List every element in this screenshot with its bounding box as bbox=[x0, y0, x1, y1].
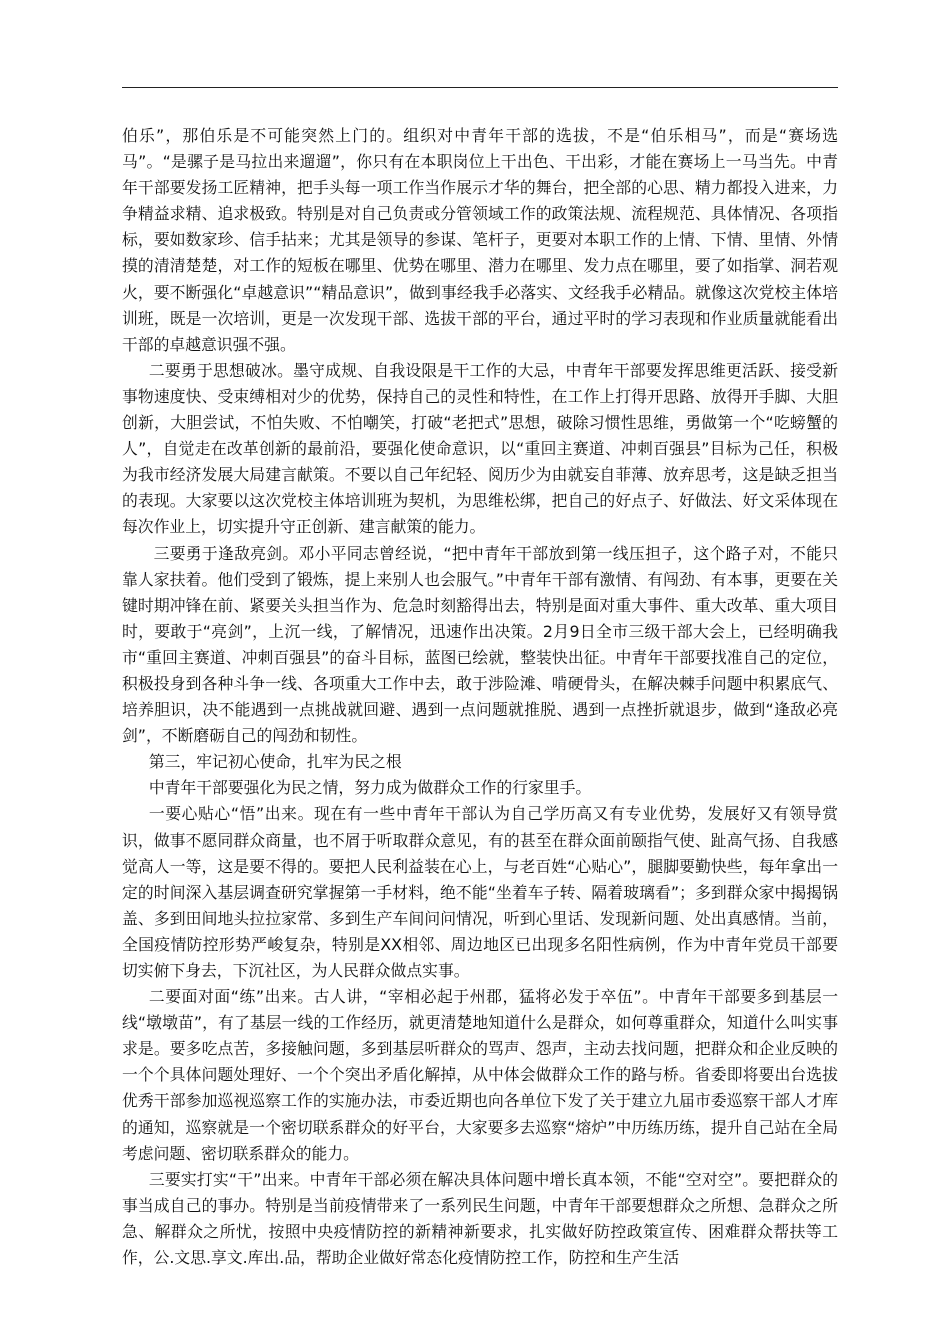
paragraph-face-the-enemy: 三要勇于逢敌亮剑。邓小平同志曾经说，“把中青年干部放到第一线压担子，这个路子对，不能只靠人家扶着。他们受到了锻炼，提上来别人也会服气。”中青年干部有激情、有闯劲、有本事，更要在关键时期冲锋在前、紧要关头担当作为、危急时刻豁得出去，特别是面对重大事件、重大改革、重大项目时，要敢于“亮剑”，上沉一线，了解情况，迅速作出决策。2月9日全市三级干部大会上，已经明确我市“重回主赛道、冲刺百强县”的奋斗目标，蓝图已绘就，整装快出征。中青年干部要找准自己的定位，积极投身到各种斗争一线、各项重大工作中去，敢于涉险滩、啃硬骨头，在解决棘手问题中积累底气、培养胆识，决不能遇到一点挑战就回避、遇到一点问题就推脱、遇到一点挫折就退步，做到“逢敌必亮剑”，不断磨砺自己的闯劲和韧性。 bbox=[122, 543, 838, 746]
paragraph-heart-to-heart: 一要心贴心“悟”出来。现在有一些中青年干部认为自己学历高又有专业优势，发展好又有领导赏识，做事不愿同群众商量，也不屑于听取群众意见，有的甚至在群众面前颐指气使、趾高气扬、自我感觉高人一等，这是要不得的。要把人民利益装在心上，与老百姓“心贴心”，腿脚要勤快些，每年拿出一定的时间深入基层调查研究掌握第一手材料，绝不能“坐着车子转、隔着玻璃看”；多到群众家中揭揭锅盖、多到田间地头拉拉家常、多到生产车间问问情况，听到心里话、发现新问题、处出真感情。当前，全国疫情防控形势严峻复杂，特别是XX相邻、周边地区已出现多名阳性病例，作为中青年党员干部要切实俯下身去，下沉社区，为人民群众做点实事。 bbox=[122, 804, 838, 980]
paragraph-continuation: 伯乐”，那伯乐是不可能突然上门的。组织对中青年干部的选拔，不是“伯乐相马”，而是“赛场选马”。“是骡子是马拉出来遛遛”，你只有在本职岗位上干出色、干出彩，才能在赛场上一马当先。中青年干部要发扬工匠精神，把手头每一项工作当作展示才华的舞台，把全部的心思、精力都投入进来，力争精益求精、追求极致。特别是对自己负责或分管领域工作的政策法规、流程规范、具体情况、各项指标，要如数家珍、信手拈来；尤其是领导的参谋、笔杆子，更要对本职工作的上情、下情、里情、外情摸的清清楚楚，对工作的短板在哪里、优势在哪里、潜力在哪里、发力点在哪里，要了如指掌、洞若观火，要不断强化“卓越意识”“精品意识”，做到事经我手必落实、文经我手必精品。就像这次党校主体培训班，既是一次培训，更是一次发现干部、选拔干部的平台，通过平时的学习表现和作业质量就能看出干部的卓越意识强不强。 bbox=[122, 126, 838, 354]
paragraph-practical-work: 三要实打实“干”出来。中青年干部必须在解决具体问题中增长真本领，不能“空对空”。要把群众的事当成自己的事办。特别是当前疫情带来了一系列民生问题，中青年干部要想群众之所想、急群众之所急、解群众之所忧，按照中央疫情防控的新精神新要求，扎实做好防控政策宣传、困难群众帮扶等工作，公.文思.享文.库出.品，帮助企业做好常态化疫情防控工作，防控和生产生活 bbox=[122, 1169, 838, 1268]
paragraph-thought-breakthrough: 二要勇于思想破冰。墨守成规、自我设限是干工作的大忌，中青年干部要发挥思维更活跃、接受新事物速度快、受束缚相对少的优势，保持自己的灵性和特性，在工作上打得开思路、放得开手脚、大胆创新，大胆尝试，不怕失败、不怕嘲笑，打破“老把式”思想，破除习惯性思维，勇做第一个“吃螃蟹的人”，自觉走在改革创新的最前沿，要强化使命意识，以“重回主赛道、冲刺百强县”目标为己任，积极为我市经济发展大局建言献策。不要以自己年纪轻、阅历少为由就妄自菲薄、放弃思考，这是缺乏担当的表现。大家要以这次党校主体培训班为契机，为思维松绑，把自己的好点子、好做法、好文采体现在每次作业上，切实提升守正创新、建言献策的能力。 bbox=[122, 360, 838, 537]
document-body bbox=[122, 123, 838, 1271]
header-rule bbox=[122, 87, 838, 88]
section-heading-third: 第三，牢记初心使命，扎牢为民之根 bbox=[148, 752, 402, 772]
paragraph-section-intro: 中青年干部要强化为民之情，努力成为做群众工作的行家里手。 bbox=[148, 778, 592, 798]
paragraph-face-to-face: 二要面对面“练”出来。古人讲，“宰相必起于州郡，猛将必发于卒伍”。中青年干部要多到基层一线“墩墩苗”，有了基层一线的工作经历，就更清楚地知道什么是群众，如何尊重群众，知道什么叫实事求是。要多吃点苦，多接触问题，多到基层听群众的骂声、怨声，主动去找问题，把群众和企业反映的一个个具体问题处理好、一个个突出矛盾化解掉，从中体会做群众工作的路与桥。省委即将要出台选拔优秀干部参加巡视巡察工作的实施办法，市委近期也向各单位下发了关于建立九届市委巡察干部人才库的通知，巡察就是一个密切联系群众的好平台，大家要多去巡察“熔炉”中历练历练，提升自己站在全局考虑问题、密切联系群众的能力。 bbox=[122, 987, 838, 1163]
